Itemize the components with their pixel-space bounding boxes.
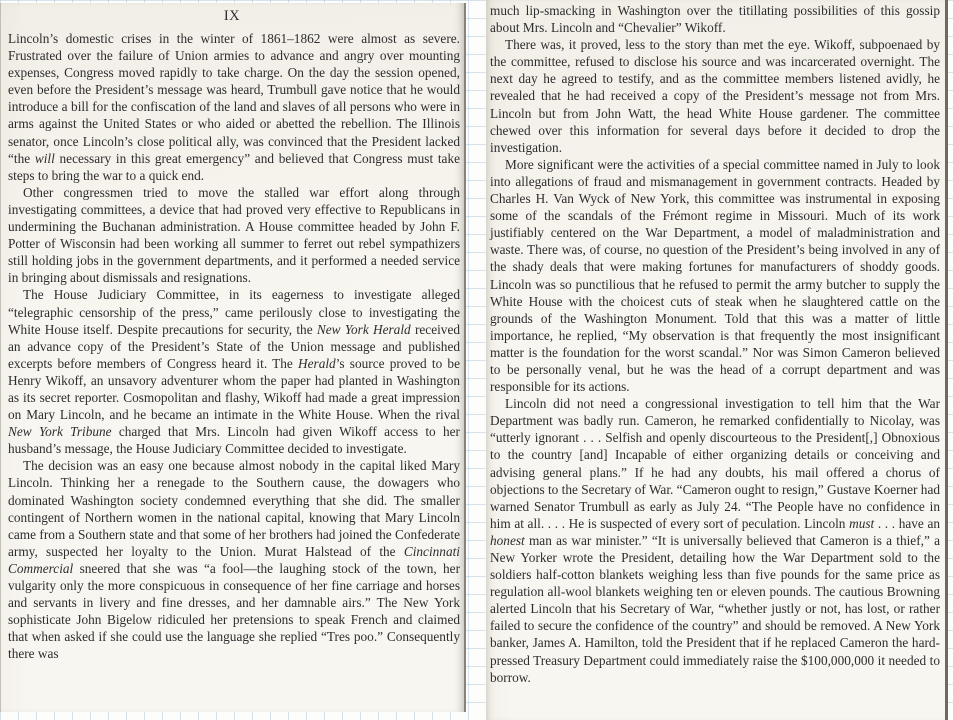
page-left <box>0 3 466 712</box>
paragraph: Lincoln’s domestic crises in the winter of 1861–1862 were almost as severe. Frustrated over the failure of Union armies to advance and angry over mounting expenses, Congress moved rapidly to take charge. On the day the session opened, even before the President’s message was heard, Trumbull gave notice that he would introduce a bill for the confiscation of the land and slaves of all persons who were in arms against the United States or who aided or abetted the rebellion. The Illinois senator, once Lincoln’s close political ally, was convinced that the President lacked “the will necessary in this great emergency” and believed that Congress must take steps to bring the war to a quick end. <box>8 31 460 183</box>
paragraph: The House Judiciary Committee, in its eagerness to investigate alleged “telegraphic censorship of the press,” came perilously close to investigating the White House itself. Despite precautions for security, the New York Herald received an advance copy of the President’s State of the Union message and published excerpts before members of Congress heard it. The Herald’s source proved to be Henry Wikoff, an unsavory adventurer whom the paper had planted in Washington as its secret reporter. Cosmopolitan and flashy, Wikoff had made a great impression on Mary Lincoln, and he became an intimate in the White House. When the rival New York Tribune charged that Mrs. Lincoln had given Wikoff access to her husband’s message, the House Judiciary Committee decided to investigate. <box>8 287 461 457</box>
page-right <box>486 0 948 720</box>
page-right-text-column <box>490 2 940 686</box>
paragraph: More significant were the activities of a special committee named in July to look into allegations of fraud and mismanagement in government contracts. Headed by Charles H. Van Wyck of New York, this committee was instrumental in exposing some of the scandals of the Frémont regime in Missouri. Much of its work justifiably centered on the War Department, a model of maladministration and waste. There was, of course, no question of the President’s being involved in any of the shady deals that were making fortunes for manufacturers of shoddy goods. Lincoln was so punctilious that he refused to permit the army butcher to supply the White House with the choicest cuts of steak when he slaughtered cattle on the grounds of the Washington Monument. Told that this was a matter of little importance, he replied, “My observation is that frequently the most insignificant matter is the foundation for the worst scandal.” Nor was Simon Cameron believed to be personally venal, but he was the head of a corrupt department and was responsible for its actions. <box>490 156 940 395</box>
paragraph: The decision was an easy one because almost nobody in the capital liked Mary Lincoln. Thinking her a renegade to the Southern cause, the dowagers who dominated Washington society condemned everything that she did. The smaller contingent of Northern women in the national capital, knowing that Mary Lincoln came from a Southern state and that some of her brothers had joined the Confederate army, suspected her loyalty to the Union. Murat Halstead of the Cincinnati Commercial sneered that she was “a fool—the laughing stock of the town, her vulgarity only the more conspicuous in consequence of her fine carriage and horses and servants in livery and fine dresses, and her damnable airs.” The New York sophisticate John Bigelow ridiculed her pretensions to speak French and claimed that when asked if she could use the language she replied “Tres poo.” Consequently there was <box>8 458 460 662</box>
page-left-text-column <box>8 30 460 662</box>
chapter-number: IX <box>223 8 241 24</box>
paragraph: Other congressmen tried to move the stalled war effort along through investigating committees, a device that had proved very effective to Republicans in undermining the Buchanan administration. A House committee headed by John F. Potter of Wisconsin had been working all summer to ferret out rebel sympathizers still holding jobs in the government departments, and it performed a needed service in bringing about dismissals and resignations. <box>8 184 460 286</box>
paragraph: much lip-smacking in Washington over the titillating possibilities of this gossip about Mrs. Lincoln and “Chevalier” Wikoff. <box>490 3 940 36</box>
paragraph: Lincoln did not need a congressional investigation to tell him that the War Department was badly run. Cameron, he remarked confidentially to Nicolay, was “utterly ignorant . . . Selfish and openly discourteous to the President[,] Obnoxious to the country [and] Incapable of either organizing details or conceiving and advising general plans.” If he had any doubts, his mail offered a chorus of objections to the Secretary of War. “Cameron ought to resign,” Gustave Koerner had warned Senator Trumbull as early as July 24. “The People have no confidence in him at all. . . . He is suspected of every sort of peculation. Lincoln must . . . have an honest man as war minister.” “It is universally believed that Cameron is a thief,” a New Yorker wrote the President, detailing how the War Department sold to the soldiers half-cotton blankets weighing less than five pounds for the same price as regulation all-wool blankets weighing ten or eleven pounds. The cautious Browning alerted Lincoln that his Secretary of War, “whether justly or not, has lost, or rather failed to secure the confidence of the country” and should be removed. A New York banker, James A. Hamilton, told the President that if he replaced Cameron the hard-pressed Treasury Department could immediately raise the $100,000,000 it needed to borrow. <box>490 396 940 685</box>
paragraph: There was, it proved, less to the story than met the eye. Wikoff, subpoenaed by the committee, refused to disclose his source and was incarcerated overnight. The next day he agreed to testify, and as the committee members listened avidly, he revealed that he had received a copy of the President’s message not from Mrs. Lincoln but from John Watt, the head White House gardener. The committee chewed over this information for several days before it decided to drop the investigation. <box>490 37 940 155</box>
